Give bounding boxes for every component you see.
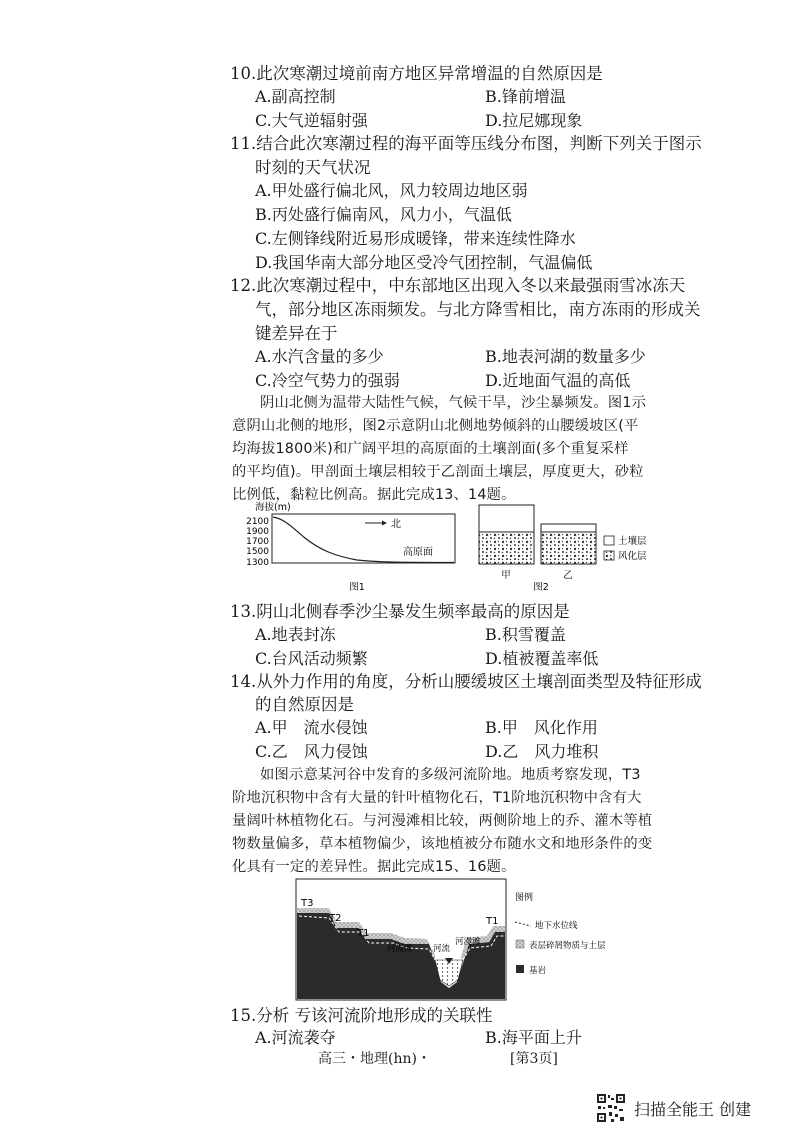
q14-stem-line2: 的自然原因是 [255,695,354,714]
material1-line2: 意阴山北侧的地形，图2示意阴山北侧地势倾斜的山腰缓坡区(平 [232,418,639,434]
q13-option-a: A.地表封冻 [255,625,336,644]
material2-line5: 化具有一定的差异性。据此完成15、16题。 [232,859,516,875]
q11-option-c: C.左侧锋线附近易形成暖锋，带来连续性降水 [255,229,576,248]
figure2-soil-profiles [479,505,647,593]
q12-option-a: A.水汽含量的多少 [255,347,384,366]
q13-stem: 13.阴山北侧春季沙尘暴发生频率最高的原因是 [230,602,570,621]
fig3-label-river: 河流 [433,944,451,954]
q10-option-a: A.副高控制 [255,87,336,106]
q14-option-b: B.甲 风化作用 [485,718,598,737]
q12-option-d: D.近地面气温的高低 [485,371,631,390]
q12-stem-line1: 12.此次寒潮过程中，中东部地区出现入冬以来最强雨雪冰冻天 [230,276,686,295]
fig2-yi-soil-layer [541,524,596,532]
material1-line3: 均海拔1800米)和广阔平坦的高原面的土壤剖面(多个重复采样 [232,441,629,457]
fig3-legend-title: 图例 [515,893,534,903]
material2-line3: 量阔叶林植物化石。与河漫滩相比较，两侧阶地上的乔、灌木等植 [232,813,653,829]
q10-option-d: D.拉尼娜现象 [485,111,583,130]
q10-option-b: B.锋前增温 [485,87,566,106]
fig3-legend-sediment-label: 表层碎屑物质与土层 [529,941,606,951]
q10-option-c: C.大气逆辐射强 [255,111,368,130]
q10-stem: 10.此次寒潮过境前南方地区异常增温的自然原因是 [230,64,603,83]
material2-line1: 如图示意某河谷中发育的多级河流阶地。地质考察发现，T3 [260,767,641,783]
qr-code-icon [596,1093,626,1123]
fig3-label-t1-right: T1 [486,916,499,927]
material1-line4: 的平均值)。甲剖面土壤层相较于乙剖面土壤层，厚度更大，砂粒 [232,464,644,480]
q11-stem-line1: 11.结合此次寒潮过程的海平面等压线分布图，判断下列关于图示 [230,134,702,153]
fig2-caption: 图2 [533,582,549,593]
material2-line2: 阶地沉积物中含有大量的针叶植物化石，T1阶地沉积物中含有大 [232,790,642,806]
q14-stem-line1: 14.从外力作用的角度，分析山腰缓坡区土壤剖面类型及特征形成 [230,672,702,691]
fig2-yi-weathered-layer [541,532,596,564]
q11-option-d: D.我国华南大部分地区受冷气团控制，气温偏低 [255,253,593,272]
q14-option-c: C.乙 风力侵蚀 [255,742,368,761]
fig3-legend-groundwater-swatch [515,922,531,926]
fig1-tick: 1300 [246,558,269,568]
q12-option-b: B.地表河湖的数量多少 [485,347,646,366]
q13-option-d: D.植被覆盖率低 [485,649,599,668]
fig3-legend-bedrock-label: 基岩 [529,966,547,976]
footer-page-number: [第3页] [510,1051,558,1067]
scanner-watermark-text: 扫描全能王 创建 [634,1099,752,1119]
fig3-label-floodplain-left: 河漫滩 [387,944,413,954]
fig1-caption: 图1 [349,582,365,593]
figure1-terrain-profile [246,501,455,593]
fig2-legend-weathered-label: 风化层 [618,551,647,562]
fig2-label-yi: 乙 [563,570,573,581]
q15-option-a: A.河流袭夺 [255,1028,336,1047]
fig1-north-label: 北 [391,519,401,530]
fig3-legend-sediment-swatch [516,940,524,948]
fig2-legend-weathered-swatch [604,551,614,560]
q14-option-a: A.甲 流水侵蚀 [255,718,368,737]
fig2-label-jia: 甲 [501,570,511,581]
fig3-label-t2: T2 [329,913,342,924]
fig3-legend-bedrock-swatch [516,965,524,973]
q12-stem-line2: 气，部分地区冻雨频发。与北方降雪相比，南方冻雨的形成关 [255,300,701,319]
q11-option-a: A.甲处盛行偏北风，风力较周边地区弱 [255,181,528,200]
fig1-tick: 1700 [246,537,269,547]
q13-option-b: B.积雪覆盖 [485,625,566,644]
fig1-y-label: 海拔(m) [255,502,291,513]
figure3-river-terraces [295,878,615,1002]
fig3-label-t1-left: T1 [357,928,370,939]
material1-line5: 比例低，黏粒比例高。据此完成13、14题。 [232,487,516,503]
q12-option-c: C.冷空气势力的强弱 [255,371,400,390]
fig2-legend-soil-label: 土壤层 [618,536,647,547]
material2-line4: 物数量偏多，草本植物偏少，该地植被分布随水文和地形条件的变 [232,836,653,852]
fig2-jia-weathered-layer [479,532,534,564]
q13-option-c: C.台风活动频繁 [255,649,368,668]
q11-option-b: B.丙处盛行偏南风，风力小，气温低 [255,205,512,224]
fig2-legend-soil-swatch [604,536,614,545]
fig2-jia-soil-layer [479,505,534,532]
footer-subject: 高三・地理(hn)・ [318,1051,431,1067]
fig1-tick: 2100 [246,517,269,527]
q15-stem: 15.分析 亐该河流阶地形成的关联性 [230,1006,493,1025]
fig3-legend-groundwater-label: 地下水位线 [535,921,578,931]
fig1-north-arrowhead [382,521,387,526]
q12-stem-line3: 键差异在于 [255,324,338,343]
fig1-plateau-label: 高原面 [403,547,433,558]
fig3-label-floodplain-right: 河漫滩 [455,937,481,947]
figures-1-2 [245,498,685,598]
fig1-tick: 1900 [246,527,269,537]
fig3-label-t3: T3 [301,898,314,909]
q14-option-d: D.乙 风力堆积 [485,742,599,761]
q11-stem-line2: 时刻的天气状况 [255,158,371,177]
fig1-tick: 1500 [246,547,269,557]
scanner-watermark [596,1090,776,1126]
material1-line1: 阴山北侧为温带大陆性气候，气候干旱，沙尘暴频发。图1示 [260,395,647,411]
q15-option-b: B.海平面上升 [485,1028,582,1047]
